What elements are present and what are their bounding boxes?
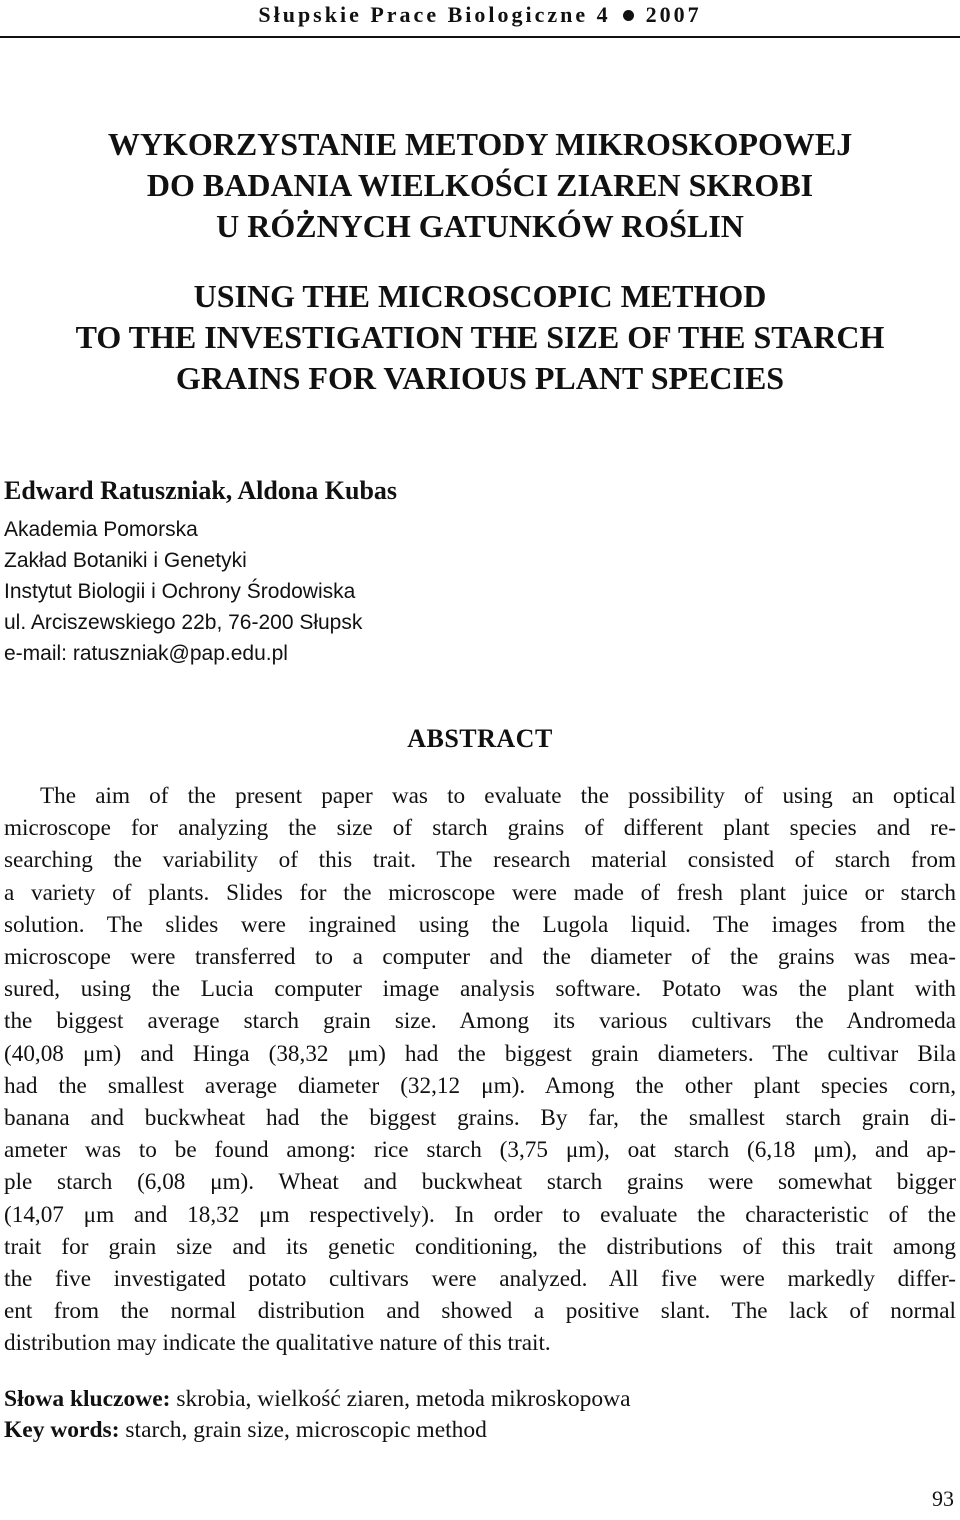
journal-year: 2007 — [645, 2, 702, 27]
keywords — [4, 1384, 631, 1446]
abstract-line: microscope for analyzing the size of starch grains of different plant species and re- — [4, 815, 956, 842]
abstract-line: a variety of plants. Slides for the microscope were made of fresh plant juice or starch — [4, 879, 956, 906]
abstract-line: distribution may indicate the qualitative nature of this trait. — [4, 1330, 551, 1357]
page-number: 93 — [932, 1486, 954, 1511]
affiliation-line: Akademia Pomorska — [4, 518, 198, 541]
affiliation-line: Zakład Botaniki i Genetyki — [4, 549, 247, 572]
abstract-line: The aim of the present paper was to evaluate the possibility of using an optical — [40, 783, 956, 809]
affiliation-line: ul. Arciszewskiego 22b, 76-200 Słupsk — [4, 611, 363, 634]
title-english-line: TO THE INVESTIGATION THE SIZE OF THE STARCH — [75, 319, 885, 355]
abstract-body — [4, 780, 956, 1360]
keywords-english — [4, 1415, 631, 1446]
abstract-line: searching the variability of this trait. The research material consisted of starch from — [4, 847, 956, 874]
abstract-line: trait for grain size and its genetic conditioning, the distributions of this trait among — [4, 1233, 956, 1260]
affiliation — [4, 514, 362, 669]
affiliation-line: Instytut Biologii i Ochrony Środowiska — [4, 580, 356, 603]
title-english — [0, 276, 960, 399]
abstract-line: (40,08 μm) and Hinga (38,32 μm) had the biggest grain diameters. The cultivar Bila — [4, 1040, 956, 1067]
abstract-line: solution. The slides were ingrained using the Lugola liquid. The images from the — [4, 911, 956, 938]
title-polish-line: U RÓŻNYCH GATUNKÓW ROŚLIN — [216, 208, 744, 244]
abstract-line: the biggest average starch grain size. Among its various cultivars the Andromeda — [4, 1008, 956, 1035]
authors: Edward Ratuszniak, Aldona Kubas — [4, 476, 398, 505]
abstract-line: ameter was to be found among: rice starch (3,75 μm), oat starch (6,18 μm), and ap- — [4, 1137, 956, 1164]
running-header — [0, 2, 960, 28]
header-rule — [0, 36, 960, 38]
title-english-line: GRAINS FOR VARIOUS PLANT SPECIES — [175, 360, 785, 396]
abstract-line: sured, using the Lucia computer image analysis software. Potato was the plant with — [4, 976, 956, 1003]
abstract-line: banana and buckwheat had the biggest grains. By far, the smallest starch grain di- — [4, 1105, 956, 1132]
abstract-heading: ABSTRACT — [407, 724, 553, 753]
abstract-line: ent from the normal distribution and showed a positive slant. The lack of normal — [4, 1298, 956, 1325]
title-english-line: USING THE MICROSCOPIC METHOD — [193, 278, 767, 314]
abstract-line: had the smallest average diameter (32,12 μm). Among the other plant species corn, — [4, 1072, 956, 1099]
keywords-polish-label: Słowa kluczowe: — [4, 1386, 171, 1412]
bullet-icon — [623, 10, 634, 21]
keywords-english-text: starch, grain size, microscopic method — [119, 1417, 487, 1443]
abstract-line: microscope were transferred to a computer and the diameter of the grains was mea- — [4, 944, 956, 971]
title-polish — [0, 124, 960, 247]
keywords-polish-text: skrobia, wielkość ziaren, metoda mikroskopowa — [170, 1386, 631, 1412]
keywords-polish — [4, 1384, 631, 1415]
title-polish-line: WYKORZYSTANIE METODY MIKROSKOPOWEJ — [107, 126, 853, 162]
journal-name: Słupskie Prace Biologiczne 4 — [258, 2, 611, 27]
abstract-line: (14,07 μm and 18,32 μm respectively). In order to evaluate the characteristic of the — [4, 1201, 956, 1228]
keywords-english-label: Key words: — [4, 1417, 120, 1443]
title-polish-line: DO BADANIA WIELKOŚCI ZIAREN SKROBI — [146, 167, 814, 203]
abstract-line: the five investigated potato cultivars were analyzed. All five were markedly differ- — [4, 1266, 956, 1293]
email[interactable]: e-mail: ratuszniak@pap.edu.pl — [4, 642, 288, 665]
abstract-line: ple starch (6,08 μm). Wheat and buckwheat starch grains were somewhat bigger — [4, 1169, 956, 1196]
